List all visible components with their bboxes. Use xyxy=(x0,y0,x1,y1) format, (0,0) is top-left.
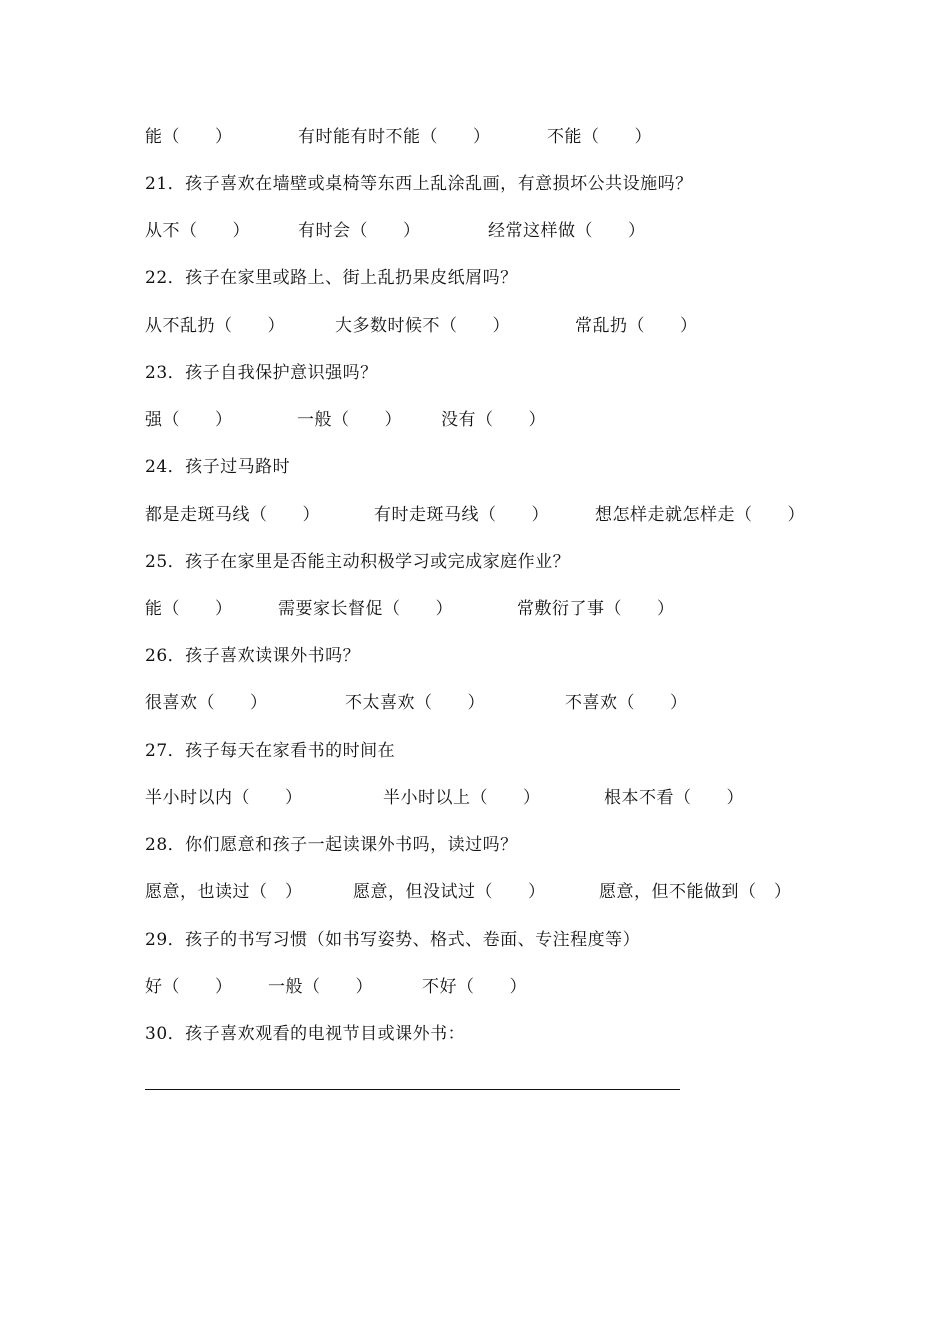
question-23: 23．孩子自我保护意识强吗？ xyxy=(145,363,378,383)
option-22-a[interactable]: 从不乱扔（ ） xyxy=(145,316,285,336)
option-27-a[interactable]: 半小时以内（ ） xyxy=(145,788,303,808)
option-20-a[interactable]: 能（ ） xyxy=(145,127,233,147)
question-30: 30．孩子喜欢观看的电视节目或课外书： xyxy=(145,1024,466,1044)
option-28-b[interactable]: 愿意，但没试过（ ） xyxy=(353,882,546,902)
option-29-b[interactable]: 一般（ ） xyxy=(268,977,373,997)
option-23-a[interactable]: 强（ ） xyxy=(145,410,233,430)
question-25: 25．孩子在家里是否能主动积极学习或完成家庭作业？ xyxy=(145,552,571,572)
option-25-a[interactable]: 能（ ） xyxy=(145,599,233,619)
option-28-a[interactable]: 愿意，也读过（ ） xyxy=(145,882,303,902)
option-27-c[interactable]: 根本不看（ ） xyxy=(604,788,744,808)
option-24-a[interactable]: 都是走斑马线（ ） xyxy=(145,505,320,525)
answer-line-30[interactable] xyxy=(145,1089,680,1090)
question-28: 28．你们愿意和孩子一起读课外书吗，读过吗？ xyxy=(145,835,518,855)
option-22-c[interactable]: 常乱扔（ ） xyxy=(575,316,698,336)
option-27-b[interactable]: 半小时以上（ ） xyxy=(383,788,541,808)
option-20-b[interactable]: 有时能有时不能（ ） xyxy=(298,127,491,147)
option-25-b[interactable]: 需要家长督促（ ） xyxy=(278,599,453,619)
option-22-b[interactable]: 大多数时候不（ ） xyxy=(335,316,510,336)
option-23-c[interactable]: 没有（ ） xyxy=(441,410,546,430)
question-21: 21．孩子喜欢在墙壁或桌椅等东西上乱涂乱画，有意损坏公共设施吗？ xyxy=(145,174,693,194)
option-24-b[interactable]: 有时走斑马线（ ） xyxy=(374,505,549,525)
option-21-a[interactable]: 从不（ ） xyxy=(145,221,250,241)
question-26: 26．孩子喜欢读课外书吗？ xyxy=(145,646,361,666)
option-23-b[interactable]: 一般（ ） xyxy=(297,410,402,430)
option-29-a[interactable]: 好（ ） xyxy=(145,977,233,997)
option-25-c[interactable]: 常敷衍了事（ ） xyxy=(517,599,675,619)
option-21-c[interactable]: 经常这样做（ ） xyxy=(488,221,646,241)
question-27: 27．孩子每天在家看书的时间在 xyxy=(145,741,396,761)
option-26-c[interactable]: 不喜欢（ ） xyxy=(565,693,688,713)
option-21-b[interactable]: 有时会（ ） xyxy=(298,221,421,241)
question-22: 22．孩子在家里或路上、街上乱扔果皮纸屑吗？ xyxy=(145,268,518,288)
option-29-c[interactable]: 不好（ ） xyxy=(422,977,527,997)
question-24: 24．孩子过马路时 xyxy=(145,457,291,477)
option-24-c[interactable]: 想怎样走就怎样走（ ） xyxy=(595,505,805,525)
option-26-a[interactable]: 很喜欢（ ） xyxy=(145,693,268,713)
option-20-c[interactable]: 不能（ ） xyxy=(547,127,652,147)
option-26-b[interactable]: 不太喜欢（ ） xyxy=(345,693,485,713)
question-29: 29．孩子的书写习惯（如书写姿势、格式、卷面、专注程度等） xyxy=(145,930,641,950)
option-28-c[interactable]: 愿意，但不能做到（ ） xyxy=(599,882,792,902)
